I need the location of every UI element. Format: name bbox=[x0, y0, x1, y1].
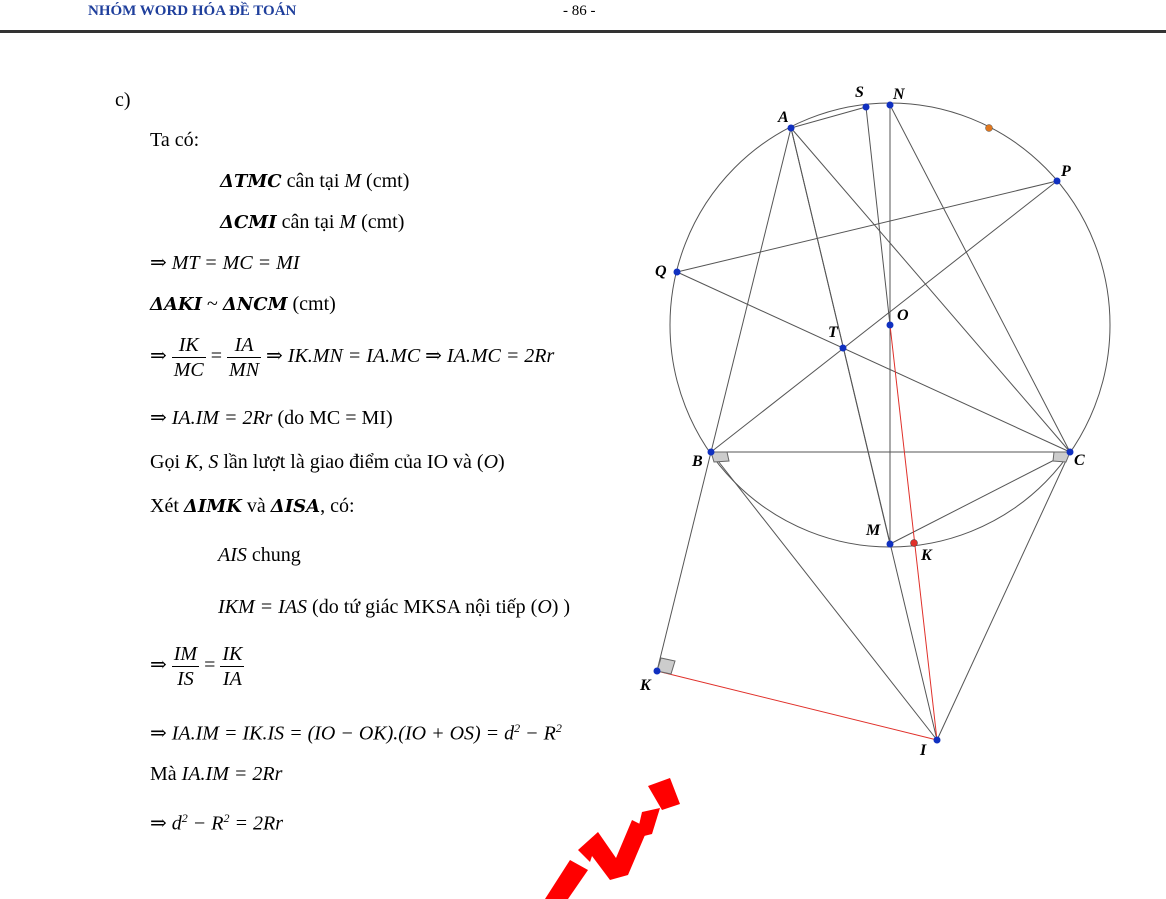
point-k-left bbox=[654, 668, 661, 675]
text: (cmt) bbox=[361, 170, 410, 192]
point-s bbox=[863, 104, 870, 111]
point-p bbox=[1054, 178, 1061, 185]
angle-equation: IKM = IAS bbox=[218, 596, 308, 618]
segment-bk bbox=[657, 452, 711, 671]
label-c: C bbox=[1074, 452, 1085, 469]
exponent: 2 bbox=[555, 721, 562, 735]
point-b bbox=[708, 449, 715, 456]
denominator: IS bbox=[177, 668, 194, 690]
text: cân tại bbox=[281, 170, 345, 192]
equation: ⇒ d bbox=[150, 812, 182, 835]
text: ) bbox=[498, 451, 505, 473]
label-n: N bbox=[893, 86, 905, 103]
line-1 bbox=[220, 169, 409, 194]
text: , bbox=[198, 451, 209, 473]
watermark-stroke bbox=[545, 860, 588, 899]
point-extra bbox=[986, 125, 993, 132]
triangle-cmi: ΔCMI bbox=[220, 212, 277, 233]
exponent: 2 bbox=[223, 811, 230, 825]
header-title: NHÓM WORD HÓA ĐỀ TOÁN bbox=[88, 3, 297, 19]
text: ) ) bbox=[551, 596, 571, 618]
line-14 bbox=[150, 806, 283, 836]
equation: ⇒ IA.IM = 2Rr bbox=[150, 407, 273, 429]
label-i: I bbox=[920, 742, 927, 759]
point-i bbox=[934, 737, 941, 744]
text: O bbox=[483, 451, 499, 473]
label-s: S bbox=[855, 84, 864, 101]
numerator: IM bbox=[173, 643, 198, 665]
line-6 bbox=[150, 406, 393, 430]
triangle-isa: ΔISA bbox=[270, 496, 321, 517]
numerator: IK bbox=[222, 643, 243, 665]
line-12 bbox=[150, 716, 562, 746]
segment-so bbox=[866, 107, 890, 325]
text: (cmt) bbox=[356, 211, 405, 233]
triangle-tmc: ΔTMC bbox=[220, 171, 282, 192]
text: và bbox=[241, 495, 271, 517]
fraction-ia-mn bbox=[227, 333, 261, 382]
implies: ⇒ bbox=[150, 345, 172, 368]
text: (do MC = MI) bbox=[272, 407, 393, 429]
line-4 bbox=[150, 292, 336, 317]
exponent: 2 bbox=[181, 811, 188, 825]
label-m: M bbox=[866, 522, 881, 539]
denominator: IA bbox=[222, 668, 242, 690]
point-m bbox=[887, 541, 894, 548]
text: Gọi bbox=[150, 451, 185, 473]
triangle-ncm: ΔNCM bbox=[222, 294, 288, 315]
exponent: 2 bbox=[514, 721, 521, 735]
page-number: - 86 - bbox=[563, 3, 596, 19]
text: , có: bbox=[320, 495, 355, 517]
segment-ki bbox=[657, 671, 937, 740]
implies: ⇒ bbox=[150, 654, 172, 677]
line-3: ⇒ MT = MC = MI bbox=[150, 252, 300, 274]
point-t bbox=[840, 345, 847, 352]
watermark-letter-n bbox=[578, 820, 648, 880]
segment-qc bbox=[677, 272, 1070, 452]
fraction-ik-ia bbox=[220, 642, 244, 691]
text: Mà bbox=[150, 763, 182, 785]
line-11 bbox=[150, 642, 244, 691]
text: O bbox=[537, 596, 552, 618]
segment-ai bbox=[791, 128, 937, 740]
line-taco: Ta có: bbox=[150, 129, 200, 151]
fraction-im-is bbox=[172, 642, 199, 691]
label-t: T bbox=[828, 324, 838, 341]
segment-ac bbox=[791, 128, 1070, 452]
line-9 bbox=[218, 543, 301, 567]
segment-as bbox=[791, 107, 866, 128]
denominator: MN bbox=[229, 359, 260, 381]
text: (do tứ giác MKSA nội tiếp ( bbox=[307, 596, 538, 618]
watermark-fragment bbox=[648, 778, 680, 810]
segment-qp bbox=[677, 181, 1057, 272]
text: cân tại bbox=[276, 211, 340, 233]
label-b: B bbox=[692, 453, 703, 470]
equals: = bbox=[199, 654, 221, 677]
equation: ⇒ IK.MN = IA.MC ⇒ IA.MC = 2Rr bbox=[261, 345, 555, 368]
numerator: IA bbox=[227, 333, 261, 358]
segment-nc bbox=[890, 105, 1070, 452]
segment-ab bbox=[711, 128, 791, 452]
triangle-aki: ΔAKI bbox=[150, 294, 202, 315]
watermark-fragment bbox=[636, 808, 660, 838]
text: S bbox=[208, 451, 219, 473]
part-label: c) bbox=[115, 89, 131, 111]
text: lần lượt là giao điểm của IO và ( bbox=[218, 451, 484, 473]
label-k: K bbox=[921, 547, 932, 564]
denominator: MC bbox=[173, 359, 204, 381]
triangle-imk: ΔIMK bbox=[183, 496, 242, 517]
line-13 bbox=[150, 762, 282, 786]
point-q bbox=[674, 269, 681, 276]
line-8 bbox=[150, 494, 355, 519]
label-a: A bbox=[778, 109, 789, 126]
equation: = 2Rr bbox=[229, 812, 283, 835]
text: (cmt) bbox=[287, 293, 336, 315]
text: M bbox=[344, 170, 362, 192]
segment-cm bbox=[890, 452, 1070, 544]
equation: ⇒ IA.IM = IK.IS = (IO − OK).(IO + OS) = d bbox=[150, 722, 515, 745]
line-7 bbox=[150, 450, 505, 474]
equals: = bbox=[205, 345, 228, 368]
equation: IA.IM = 2Rr bbox=[181, 763, 283, 785]
label-q: Q bbox=[655, 263, 667, 280]
label-p: P bbox=[1061, 163, 1071, 180]
equation: − R bbox=[520, 722, 556, 745]
line-2 bbox=[220, 210, 404, 235]
watermark bbox=[520, 750, 720, 899]
segment-oi bbox=[890, 325, 937, 740]
text: Xét bbox=[150, 495, 184, 517]
line-5 bbox=[150, 333, 554, 382]
header-rule bbox=[0, 30, 1166, 33]
equation: − R bbox=[187, 812, 224, 835]
fraction-ik-mc bbox=[172, 333, 206, 382]
text: K bbox=[185, 451, 199, 473]
point-k bbox=[911, 540, 918, 547]
label-k-left: K bbox=[640, 677, 651, 694]
text: M bbox=[339, 211, 357, 233]
point-c bbox=[1067, 449, 1074, 456]
text: ~ bbox=[202, 293, 223, 315]
geometry-figure bbox=[630, 80, 1130, 760]
angle-ais: AIS bbox=[218, 544, 247, 566]
numerator: IK bbox=[172, 333, 206, 358]
point-o bbox=[887, 322, 894, 329]
label-o: O bbox=[897, 307, 909, 324]
segment-pb bbox=[711, 181, 1057, 452]
line-10 bbox=[218, 595, 570, 619]
segment-ci bbox=[937, 452, 1070, 740]
text: chung bbox=[246, 544, 301, 566]
